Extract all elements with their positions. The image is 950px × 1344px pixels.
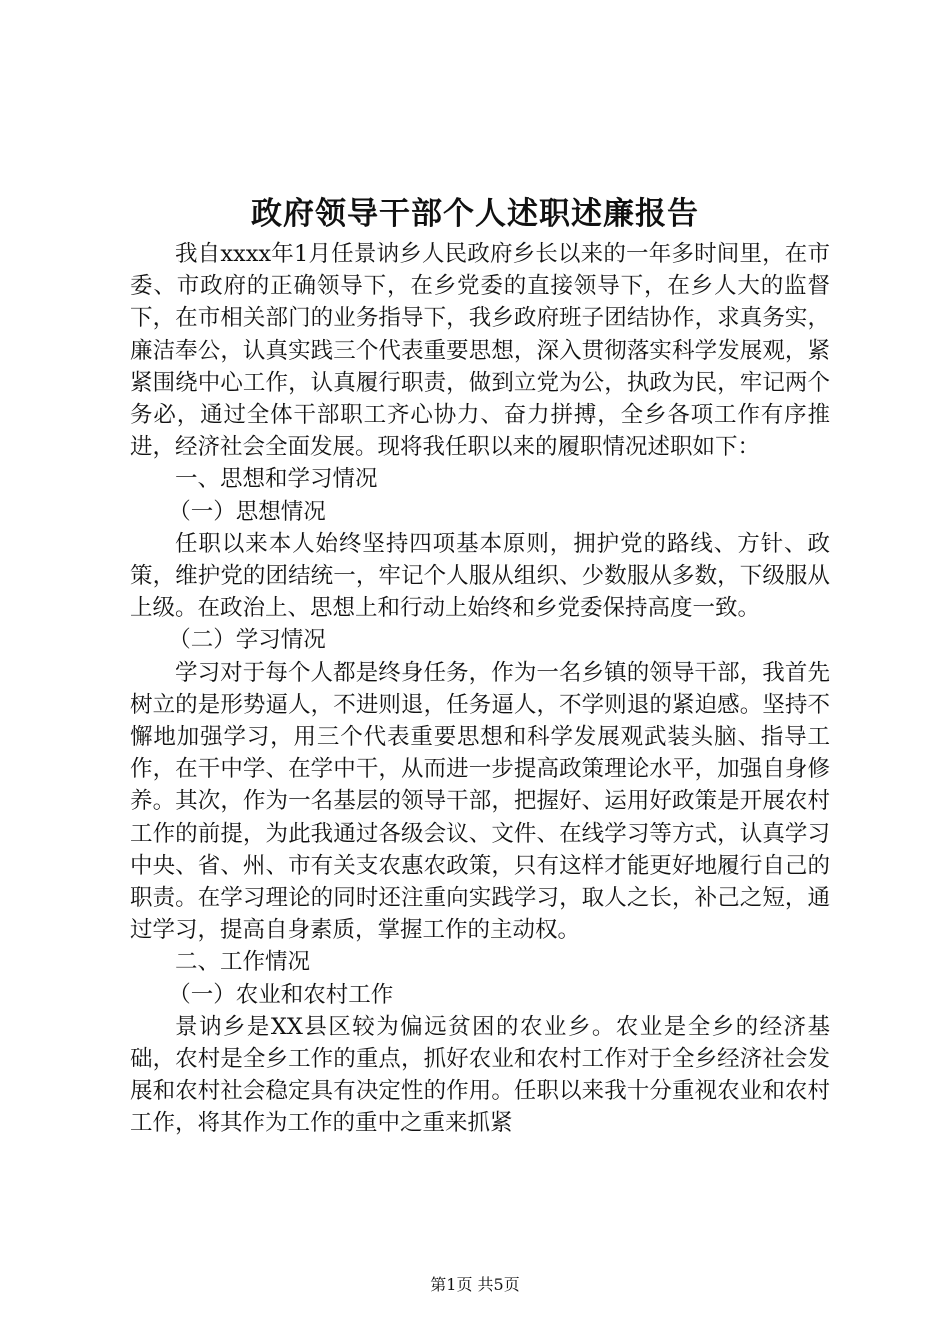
paragraph-intro: 我自xxxx年1月任景讷乡人民政府乡长以来的一年多时间里，在市委、市政府的正确领导下，在乡党委的直接领导下，在乡人大的监督下，在市相关部门的业务指导下，我乡政府班子团结协作，求真务实，廉洁奉公，认真实践三个代表重要思想，深入贯彻落实科学发展观，紧紧围绕中心工作，认真履行职责，做到立党为公，执政为民，牢记两个务必，通过全体干部职工齐心协力、奋力拼搏，全乡各项工作有序推进，经济社会全面发展。现将我任职以来的履职情况述职如下： — [130, 241, 830, 461]
page-footer: 第1页 共5页 — [430, 1275, 520, 1294]
subsection-heading-1-2: （二）学习情况 — [168, 627, 326, 654]
paragraph-thought: 任职以来本人始终坚持四项基本原则，拥护党的路线、方针、政策，维护党的团结统一，牢记个人服从组织、少数服从多数，下级服从上级。在政治上、思想上和行动上始终和乡党委保持高度一致。 — [130, 530, 830, 622]
section-heading-2: 二、工作情况 — [175, 949, 311, 976]
subsection-heading-2-1: （一）农业和农村工作 — [168, 981, 394, 1008]
paragraph-agriculture: 景讷乡是XX县区较为偏远贫困的农业乡。农业是全乡的经济基础，农村是全乡工作的重点，抓好农业和农村工作对于全乡经济社会发展和农村社会稳定具有决定性的作用。任职以来我十分重视农业和农村工作，将其作为工作的重中之重来抓紧 — [130, 1013, 830, 1137]
paragraph-study: 学习对于每个人都是终身任务，作为一名乡镇的领导干部，我首先树立的是形势逼人，不进则退，任务逼人，不学则退的紧迫感。坚持不懈地加强学习，用三个代表重要思想和科学发展观武装头脑、指导工作，在干中学、在学中干，从而进一步提高政策理论水平，加强自身修养。其次，作为一名基层的领导干部，把握好、运用好政策是开展农村工作的前提，为此我通过各级会议、文件、在线学习等方式，认真学习中央、省、州、市有关支农惠农政策，只有这样才能更好地履行自己的职责。在学习理论的同时还注重向实践学习，取人之长，补己之短，通过学习，提高自身素质，掌握工作的主动权。 — [130, 659, 830, 944]
subsection-heading-1-1: （一）思想情况 — [168, 498, 326, 525]
document-title: 政府领导干部个人述职述廉报告 — [251, 196, 699, 232]
document-body — [130, 238, 830, 1140]
section-heading-1: 一、思想和学习情况 — [175, 466, 378, 493]
